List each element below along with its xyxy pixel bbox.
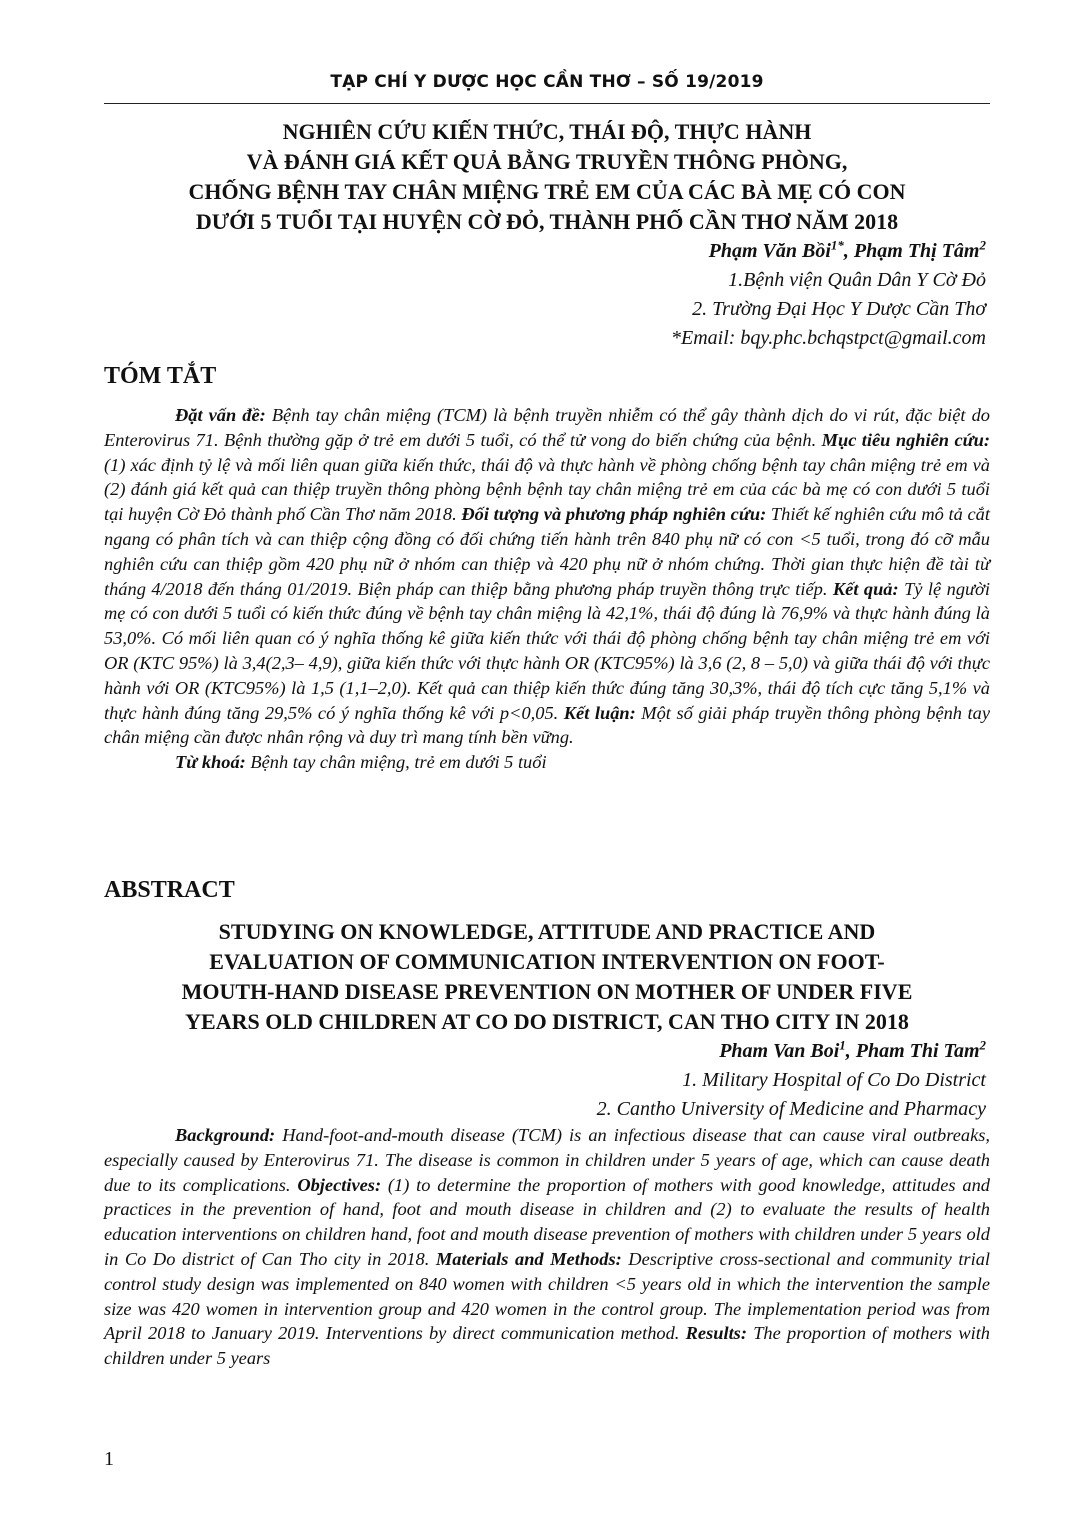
vietnamese-affiliations [671,266,986,353]
title-line: EVALUATION OF COMMUNICATION INTERVENTION ON FOOT- [209,949,885,974]
author-name: Pham Van Boi [719,1040,840,1062]
abstract-text: (1) xác định tỷ lệ và mối liên quan giữa kiến thức, thái độ và thực hành về phòng chống bệnh tay chân miệng trẻ em và (2) đánh giá kết quả can thiệp truyền thông phòng bệnh bệnh tay chân miệng trẻ em của các bà mẹ có con dưới 5 tuổi tại huyện Cờ Đỏ thành phố Cần Thơ năm 2018. [104,454,990,525]
abstract-label: Background: [175,1125,276,1145]
abstract-text: Một số giải pháp truyền thông phòng bệnh tay chân miệng cần được nhân rộng và duy trì mang tính bền vững. [104,702,990,748]
author-name: Pham Thi Tam [855,1040,980,1062]
keywords-label: Từ khoá: [175,752,246,773]
author-name: Phạm Văn Bồi [708,240,831,262]
abstract-label: Objectives: [297,1174,382,1195]
title-line: VÀ ĐÁNH GIÁ KẾT QUẢ BẰNG TRUYỀN THÔNG PHÒNG, [246,149,848,174]
abstract-label: Đặt vấn đề: [175,405,266,425]
english-abstract [104,1123,990,1371]
abstract-text: Tỷ lệ người mẹ có con dưới 5 tuổi có kiến thức đúng về bệnh tay chân miệng là 42,1%, thái độ đúng là 76,9% và thực hành đúng là 53,0%. Có mối liên quan có ý nghĩa thống kê giữa kiến thức với thái độ phòng chống bệnh tay chân miệng trẻ em với OR (KTC 95%) là 3,4(2,3– 4,9), giữa kiến thức với thực hành OR (KTC95%) là 3,6 (2, 8 – 5,0) và giữa thái độ với thực hành với OR (KTC95%) là 1,5 (1,1–2,0). Kết quả can thiệp kiến thức đúng tăng 30,3%, thái độ tích cực tăng 5,1% và thực hành đúng tăng 29,5% có ý nghĩa thống kê với p<0,05. [104,578,990,723]
affiliation-line: 1.Bệnh viện Quân Dân Y Cờ Đỏ [728,269,986,291]
keywords-paragraph [104,750,990,775]
affiliation-line: 2. Trường Đại Học Y Dược Cần Thơ [692,298,986,320]
vietnamese-authors [709,237,986,266]
abstract-text: Descriptive cross-sectional and community trial control study design was implemented on 840 women with children <5 years old in which the intervention the sample size was 420 women in intervention group and 420 women in the control group. The implementation period was from April 2018 to January 2019. Interventions by direct communication method. [104,1248,990,1344]
english-title [104,917,990,1037]
vietnamese-abstract [104,403,990,775]
title-line: DƯỚI 5 TUỔI TẠI HUYỆN CỜ ĐỎ, THÀNH PHỐ CẦN THƠ NĂM 2018 [195,209,899,234]
abstract-text: The proportion of mothers with children under 5 years [104,1323,991,1369]
page-number: 1 [104,1448,114,1470]
abstract-text: Bệnh tay chân miệng (TCM) là bệnh truyền nhiễm có thể gây thành dịch do vi rút, đặc biệt do Enterovirus 71. Bệnh thường gặp ở trẻ em dưới 5 tuổi, có thể tử vong do biến chứng của bệnh. [104,405,990,450]
author-superscript: 1* [830,237,844,253]
section-heading-abstract: ABSTRACT [104,877,235,903]
abstract-paragraph [104,403,990,750]
email-line: *Email: bqy.phc.bchqstpct@gmail.com [670,327,986,349]
abstract-text: (1) to determine the proportion of mothers with good knowledge, attitudes and practices in the prevention of hand, foot and mouth disease in children and (2) to evaluate the results of health education interventions on children hand, foot and mouth disease prevention of mothers with children under 5 years old in Co Do district of Can Tho city in 2018. [104,1174,990,1269]
author-name: Phạm Thị Tâm [853,240,980,262]
affiliation-line: 2. Cantho University of Medicine and Pharmacy [596,1098,986,1120]
abstract-label: Mục tiêu nghiên cứu: [821,429,990,450]
vietnamese-title [104,117,990,237]
author-superscript: 2 [979,237,986,253]
header-rule [104,103,990,104]
title-line: MOUTH-HAND DISEASE PREVENTION ON MOTHER OF UNDER FIVE [181,979,913,1004]
title-line: STUDYING ON KNOWLEDGE, ATTITUDE AND PRACTICE AND [218,919,876,944]
author-superscript: 1 [839,1037,846,1053]
abstract-paragraph [104,1123,990,1371]
title-line: NGHIÊN CỨU KIẾN THỨC, THÁI ĐỘ, THỰC HÀNH [282,119,812,144]
journal-header: TẠP CHÍ Y DƯỢC HỌC CẦN THƠ – SỐ 19/2019 [330,72,764,92]
author-superscript: 2 [979,1037,986,1053]
title-line: YEARS OLD CHILDREN AT CO DO DISTRICT, CAN THO CITY IN 2018 [185,1009,909,1034]
abstract-text: Hand-foot-and-mouth disease (TCM) is an infectious disease that can cause viral outbreaks, especially caused by Enterovirus 71. The disease is common in children under 5 years of age, which can cause death due to its complications. [104,1125,990,1195]
abstract-label: Đối tượng và phương pháp nghiên cứu: [461,504,767,525]
keywords-text: Bệnh tay chân miệng, trẻ em dưới 5 tuổi [245,752,547,773]
abstract-label: Results: [685,1323,747,1344]
author-separator: , [843,240,854,262]
section-heading-tomtat: TÓM TẮT [104,363,217,389]
affiliation-line: 1. Military Hospital of Co Do District [682,1069,986,1091]
abstract-label: Materials and Methods: [435,1248,622,1269]
abstract-label: Kết luận: [563,702,636,723]
abstract-text: Thiết kế nghiên cứu mô tả cắt ngang có phân tích và can thiệp cộng đồng có đối chứng tiến hành trên 840 phụ nữ có con <5 tuổi, trong đó cỡ mẫu nghiên cứu can thiệp gồm 420 phụ nữ ở nhóm can thiệp và 420 phụ nữ ở nhóm chứng. Thời gian thực hiện đề tài từ tháng 4/2018 đến tháng 01/2019. Biện pháp can thiệp bằng phương pháp truyền thông trực tiếp. [104,504,990,599]
title-line: CHỐNG BỆNH TAY CHÂN MIỆNG TRẺ EM CỦA CÁC BÀ MẸ CÓ CON [188,179,906,204]
english-authors [719,1037,986,1066]
abstract-label: Kết quả: [832,578,899,599]
english-affiliations [597,1066,986,1124]
author-separator: , [845,1040,856,1062]
